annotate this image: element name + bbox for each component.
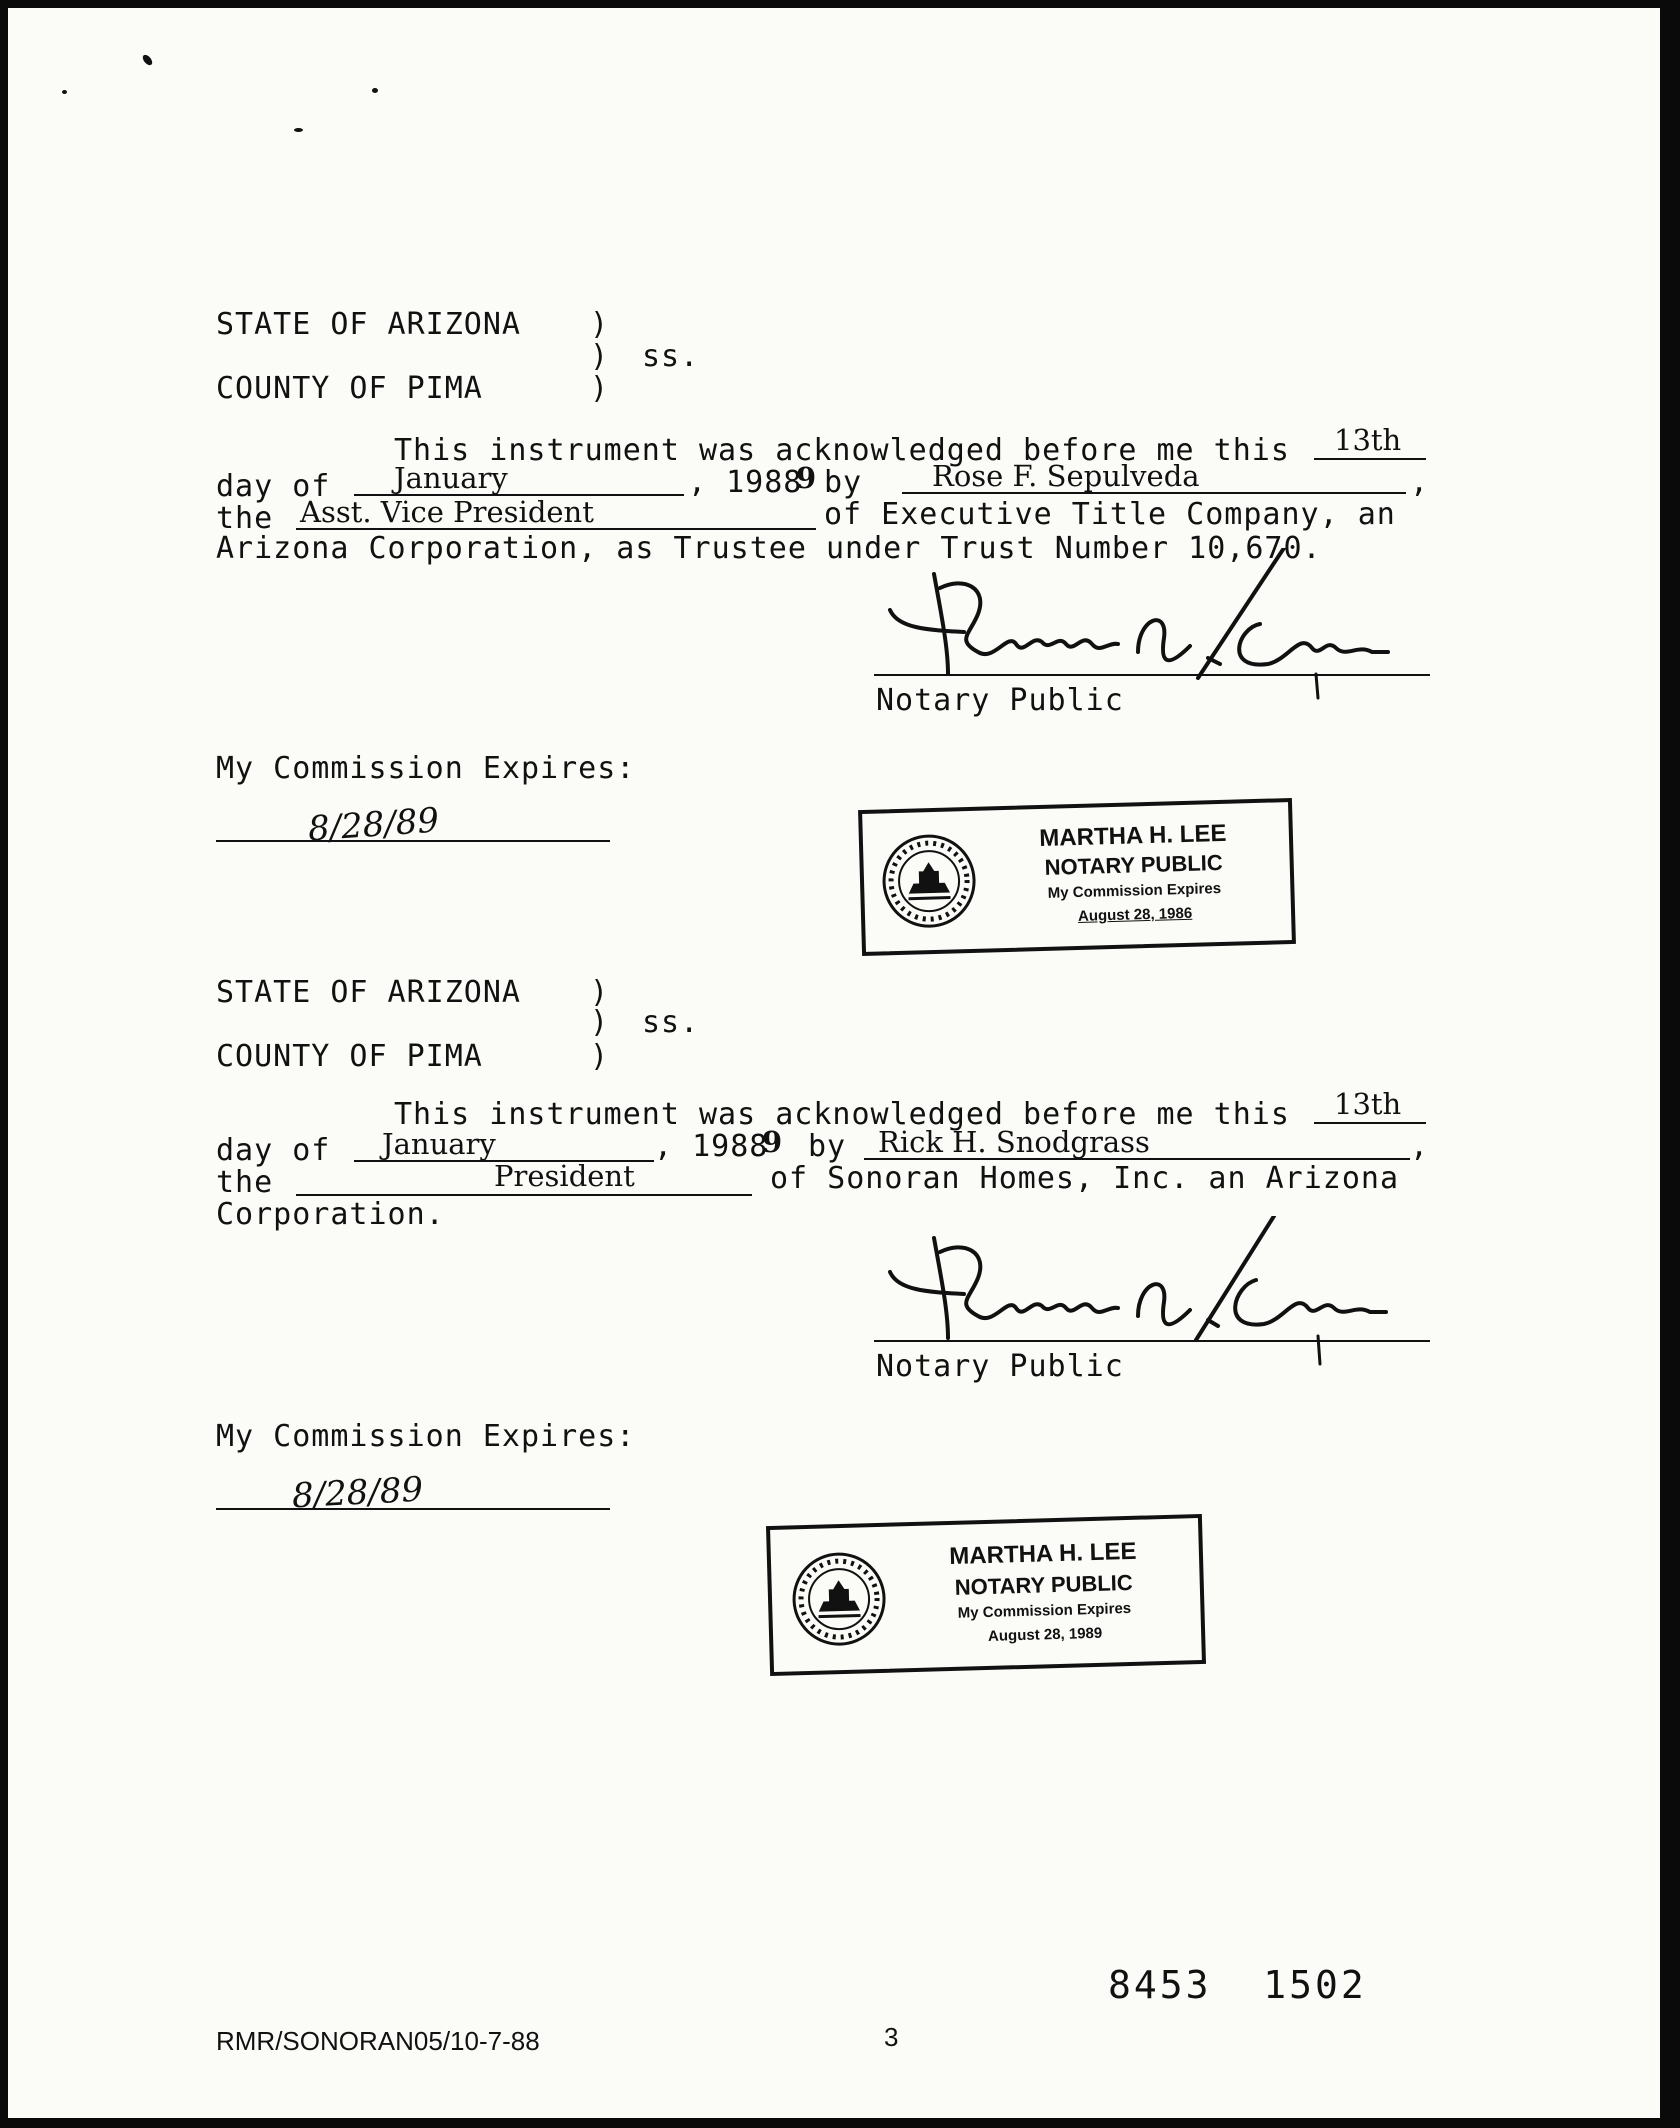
signature-line <box>874 674 1430 676</box>
file-reference: RMR/SONORAN05/10-7-88 <box>216 2026 540 2056</box>
ack-by-label: by <box>824 465 863 500</box>
fill-line <box>902 492 1406 494</box>
venue-county-label: COUNTY OF PIMA <box>216 371 483 406</box>
document-page <box>8 8 1660 2118</box>
stamp-notary-name: MARTHA H. LEE <box>1038 819 1227 853</box>
fill-line <box>1314 1122 1426 1124</box>
ack-signer-role: Asst. Vice President <box>300 495 594 529</box>
ack-year-text: , 1988 <box>688 465 803 500</box>
ack-signer-name: Rose F. Sepulveda <box>932 459 1200 493</box>
fill-line <box>216 840 610 842</box>
stamp-commission-label: My Commission Expires <box>1047 879 1222 902</box>
notary-seal-icon <box>789 1549 890 1650</box>
document-number: 8453 1502 <box>1108 1963 1367 2007</box>
fill-line <box>864 1158 1410 1160</box>
venue-state-label: STATE OF ARIZONA <box>216 975 521 1010</box>
ack-text-line: Arizona Corporation, as Trustee under Trust Number 10,670. <box>216 531 1322 566</box>
stamp-notary-title: NOTARY PUBLIC <box>954 1569 1134 1600</box>
venue-paren: ) <box>590 307 610 342</box>
fill-line <box>216 1508 610 1510</box>
venue-paren: ) <box>590 1039 610 1074</box>
fill-line <box>296 528 816 530</box>
notary-stamp <box>858 798 1296 956</box>
commission-expires-date: 8/28/89 <box>291 1469 425 1517</box>
ack-month-value: January <box>394 461 508 495</box>
ack-day-value: 13th <box>1334 1087 1402 1121</box>
venue-paren: ) <box>590 339 610 374</box>
ack-year-handwritten: 9 <box>796 461 817 495</box>
ack-month-value: January <box>382 1127 496 1161</box>
venue-paren: ) <box>590 1005 610 1040</box>
commission-expires-label: My Commission Expires: <box>216 751 636 786</box>
venue-ss: ss. <box>642 1005 700 1040</box>
venue-paren: ) <box>590 975 610 1010</box>
ack-the-label: the <box>216 501 274 536</box>
scan-speck <box>372 88 378 93</box>
ack-day-of-label: day of <box>216 469 331 504</box>
scan-speck <box>141 53 154 67</box>
scan-speck <box>62 90 67 94</box>
fill-line <box>296 1194 752 1196</box>
ack-year-text: , 1988 <box>654 1129 769 1164</box>
ack-signer-role: President <box>494 1159 635 1193</box>
ack-day-of-label: day of <box>216 1133 331 1168</box>
venue-county-label: COUNTY OF PIMA <box>216 1039 483 1074</box>
notary-public-label: Notary Public <box>876 1349 1124 1384</box>
ack-year-handwritten: 9 <box>762 1125 783 1159</box>
notary-seal-icon <box>879 831 980 932</box>
ack-by-label: by <box>808 1129 847 1164</box>
ack-text-line: Corporation. <box>216 1197 445 1232</box>
ack-day-value: 13th <box>1334 423 1402 457</box>
ack-comma: , <box>1410 1129 1430 1164</box>
ack-company-text: of Sonoran Homes, Inc. an Arizona <box>770 1161 1400 1196</box>
stamp-commission-date: August 28, 1989 <box>987 1624 1103 1645</box>
scan-speck <box>294 128 303 132</box>
notary-stamp <box>766 1514 1206 1676</box>
signature-line <box>874 1340 1430 1342</box>
commission-expires-label: My Commission Expires: <box>216 1419 636 1454</box>
ack-signer-name: Rick H. Snodgrass <box>878 1125 1150 1159</box>
notary-public-label: Notary Public <box>876 683 1124 718</box>
ack-the-label: the <box>216 1165 274 1200</box>
ack-company-text: of Executive Title Company, an <box>824 497 1396 532</box>
page-number: 3 <box>884 2022 900 2052</box>
stamp-commission-date: August 28, 1986 <box>1077 904 1193 925</box>
ack-text-line: This instrument was acknowledged before me this <box>394 433 1290 468</box>
venue-paren: ) <box>590 371 610 406</box>
ack-comma: , <box>1410 465 1430 500</box>
stamp-commission-label: My Commission Expires <box>957 1599 1132 1622</box>
stamp-notary-name: MARTHA H. LEE <box>948 1537 1137 1571</box>
stamp-notary-title: NOTARY PUBLIC <box>1044 849 1224 880</box>
venue-ss: ss. <box>642 339 700 374</box>
ack-text-line: This instrument was acknowledged before me this <box>394 1097 1290 1132</box>
venue-state-label: STATE OF ARIZONA <box>216 307 521 342</box>
commission-expires-date: 8/28/89 <box>306 800 441 850</box>
fill-line <box>1314 458 1426 460</box>
